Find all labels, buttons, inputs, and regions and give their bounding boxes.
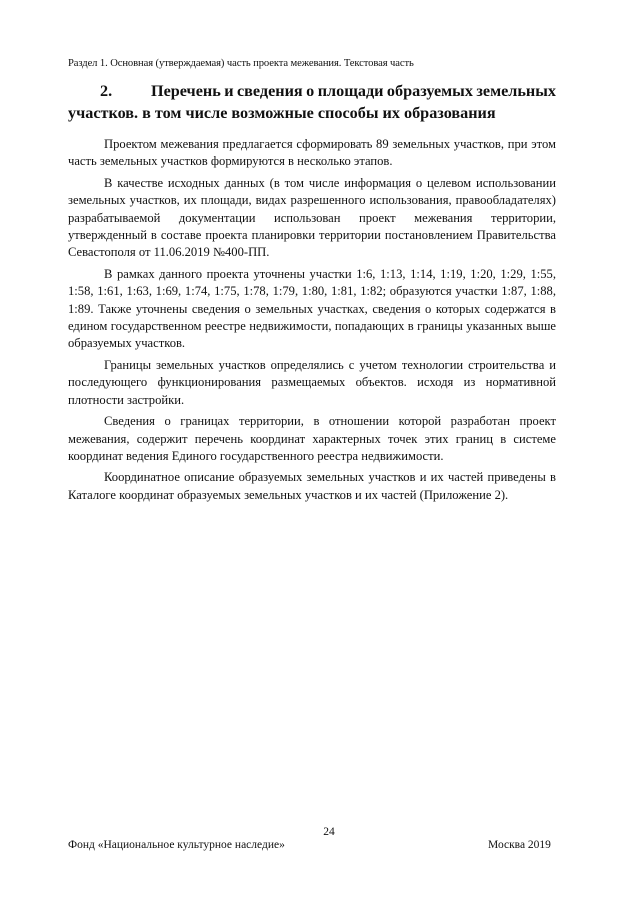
paragraph: Координатное описание образуемых земельных участков и их частей приведены в Каталоге координат образуемых земельных участков и их частей (Приложение 2). [68, 470, 556, 502]
paragraph: Проектом межевания предлагается сформировать 89 земельных участков, при этом часть земельных участков формируются в несколько этапов. [68, 137, 556, 169]
page-number: 24 [323, 826, 335, 838]
footer-place-year: Москва 2019 [488, 839, 551, 851]
paragraph: В качестве исходных данных (в том числе информация о целевом использовании земельных участков, их площади, видах разрешенного использования, правообладателях) разрабатываемой документации использован проект межевания территории, утвержденный в составе проекта планировки территории постановлением Правительства Севастополя от 11.06.2019 №400-ПП. [68, 175, 556, 260]
title-word: о [306, 82, 315, 100]
title-word: и [224, 82, 234, 100]
paragraph: Сведения о границах территории, в отношении которой разработан проект межевания, содержит перечень координат характерных точек этих границ в системе координат ведения Единого государственного реестра недвижимости. [68, 414, 556, 463]
section-title-line-2: участков. в том числе возможные способы их образования [68, 104, 496, 122]
title-word: образуемых [386, 82, 473, 100]
footer-organization: Фонд «Национальное культурное наследие» [68, 839, 285, 851]
title-word: земельных [476, 82, 556, 100]
running-header: Раздел 1. Основная (утверждаемая) часть проекта межевания. Текстовая часть [68, 58, 414, 69]
section-title-words [151, 80, 556, 102]
title-word: сведения [237, 82, 303, 100]
section-title-line-1 [68, 80, 556, 102]
paragraph: В рамках данного проекта уточнены участки 1:6, 1:13, 1:14, 1:19, 1:20, 1:29, 1:55, 1:58, 1:61, 1:63, 1:69, 1:74, 1:75, 1:78, 1:79, 1:80, 1:81, 1:82; образуются участки 1:87, 1:88, 1:89. Также уточнены сведения о земельных участках, сведения о которых содержатся в едином государственном реестре недвижимости, попадающих в границы указанных выше образуемых участков. [68, 266, 556, 351]
title-word: Перечень [151, 82, 221, 100]
paragraph: Границы земельных участков определялись с учетом технологии строительства и последующего функционирования размещаемых объектов. исходя из нормативной плотности застройки. [68, 357, 556, 407]
body-text [68, 136, 556, 508]
section-number: 2. [100, 82, 113, 100]
title-word: площади [317, 82, 384, 100]
section-title [68, 80, 556, 124]
